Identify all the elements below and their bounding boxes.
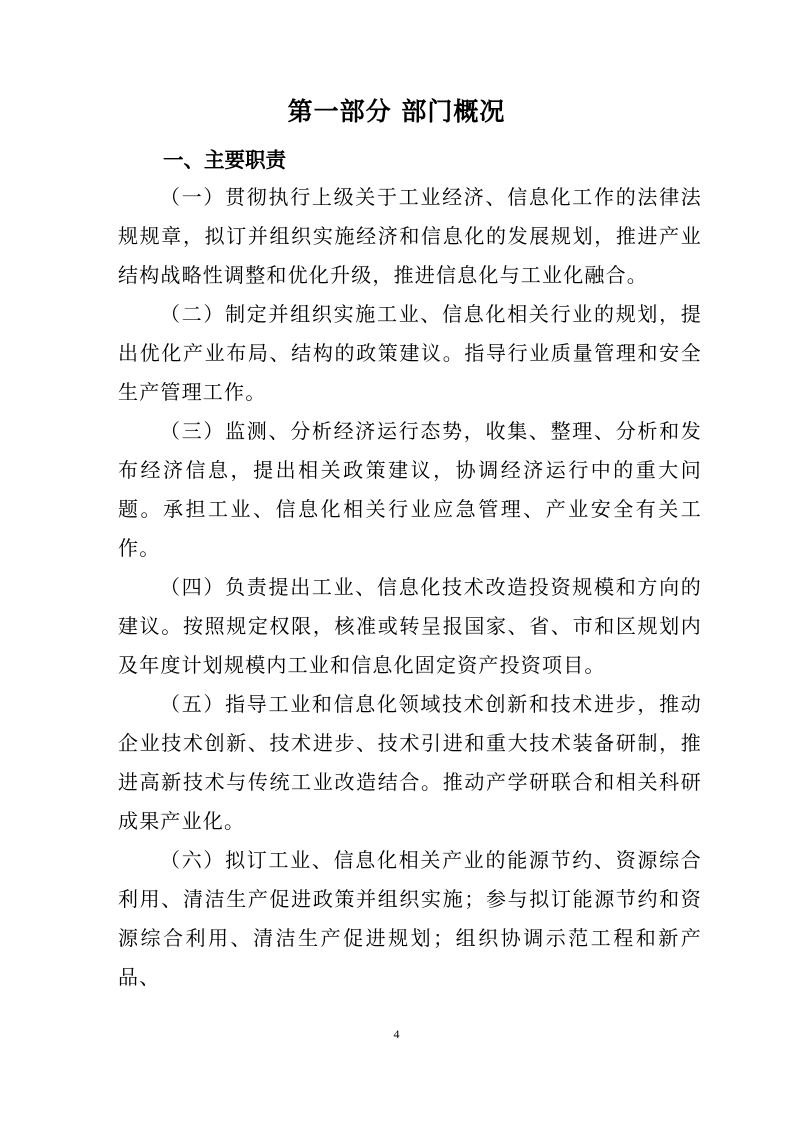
page-number: 4 <box>393 1027 400 1041</box>
paragraph-4: （四）负责提出工业、信息化技术改造投资规模和方向的建议。按照规定权限，核准或转呈报国家、省、市和区规划内及年度计划规模内工业和信息化固定资产投资项目。 <box>118 575 702 677</box>
paragraph-3: （三）监测、分析经济运行态势，收集、整理、分析和发布经济信息，提出相关政策建议，协调经济运行中的重大问题。承担工业、信息化相关行业应急管理、产业安全有关工作。 <box>118 419 702 560</box>
paragraph-1: （一）贯彻执行上级关于工业经济、信息化工作的法律法规规章，拟订并组织实施经济和信息化的发展规划，推进产业结构战略性调整和优化升级，推进信息化与工业化融合。 <box>118 185 702 287</box>
page-title: 第一部分 部门概况 <box>287 97 506 126</box>
body-text <box>118 178 702 997</box>
section-heading: 一、主要职责 <box>163 148 286 172</box>
paragraph-6: （六）拟订工业、信息化相关产业的能源节约、资源综合利用、清洁生产促进政策并组织实施；参与拟订能源节约和资源综合利用、清洁生产促进规划；组织协调示范工程和新产品、 <box>118 848 702 989</box>
paragraph-5: （五）指导工业和信息化领域技术创新和技术进步，推动企业技术创新、技术进步、技术引进和重大技术装备研制，推进高新技术与传统工业改造结合。推动产学研联合和相关科研成果产业化。 <box>118 692 702 833</box>
paragraph-2: （二）制定并组织实施工业、信息化相关行业的规划，提出优化产业布局、结构的政策建议。指导行业质量管理和安全生产管理工作。 <box>118 302 702 404</box>
